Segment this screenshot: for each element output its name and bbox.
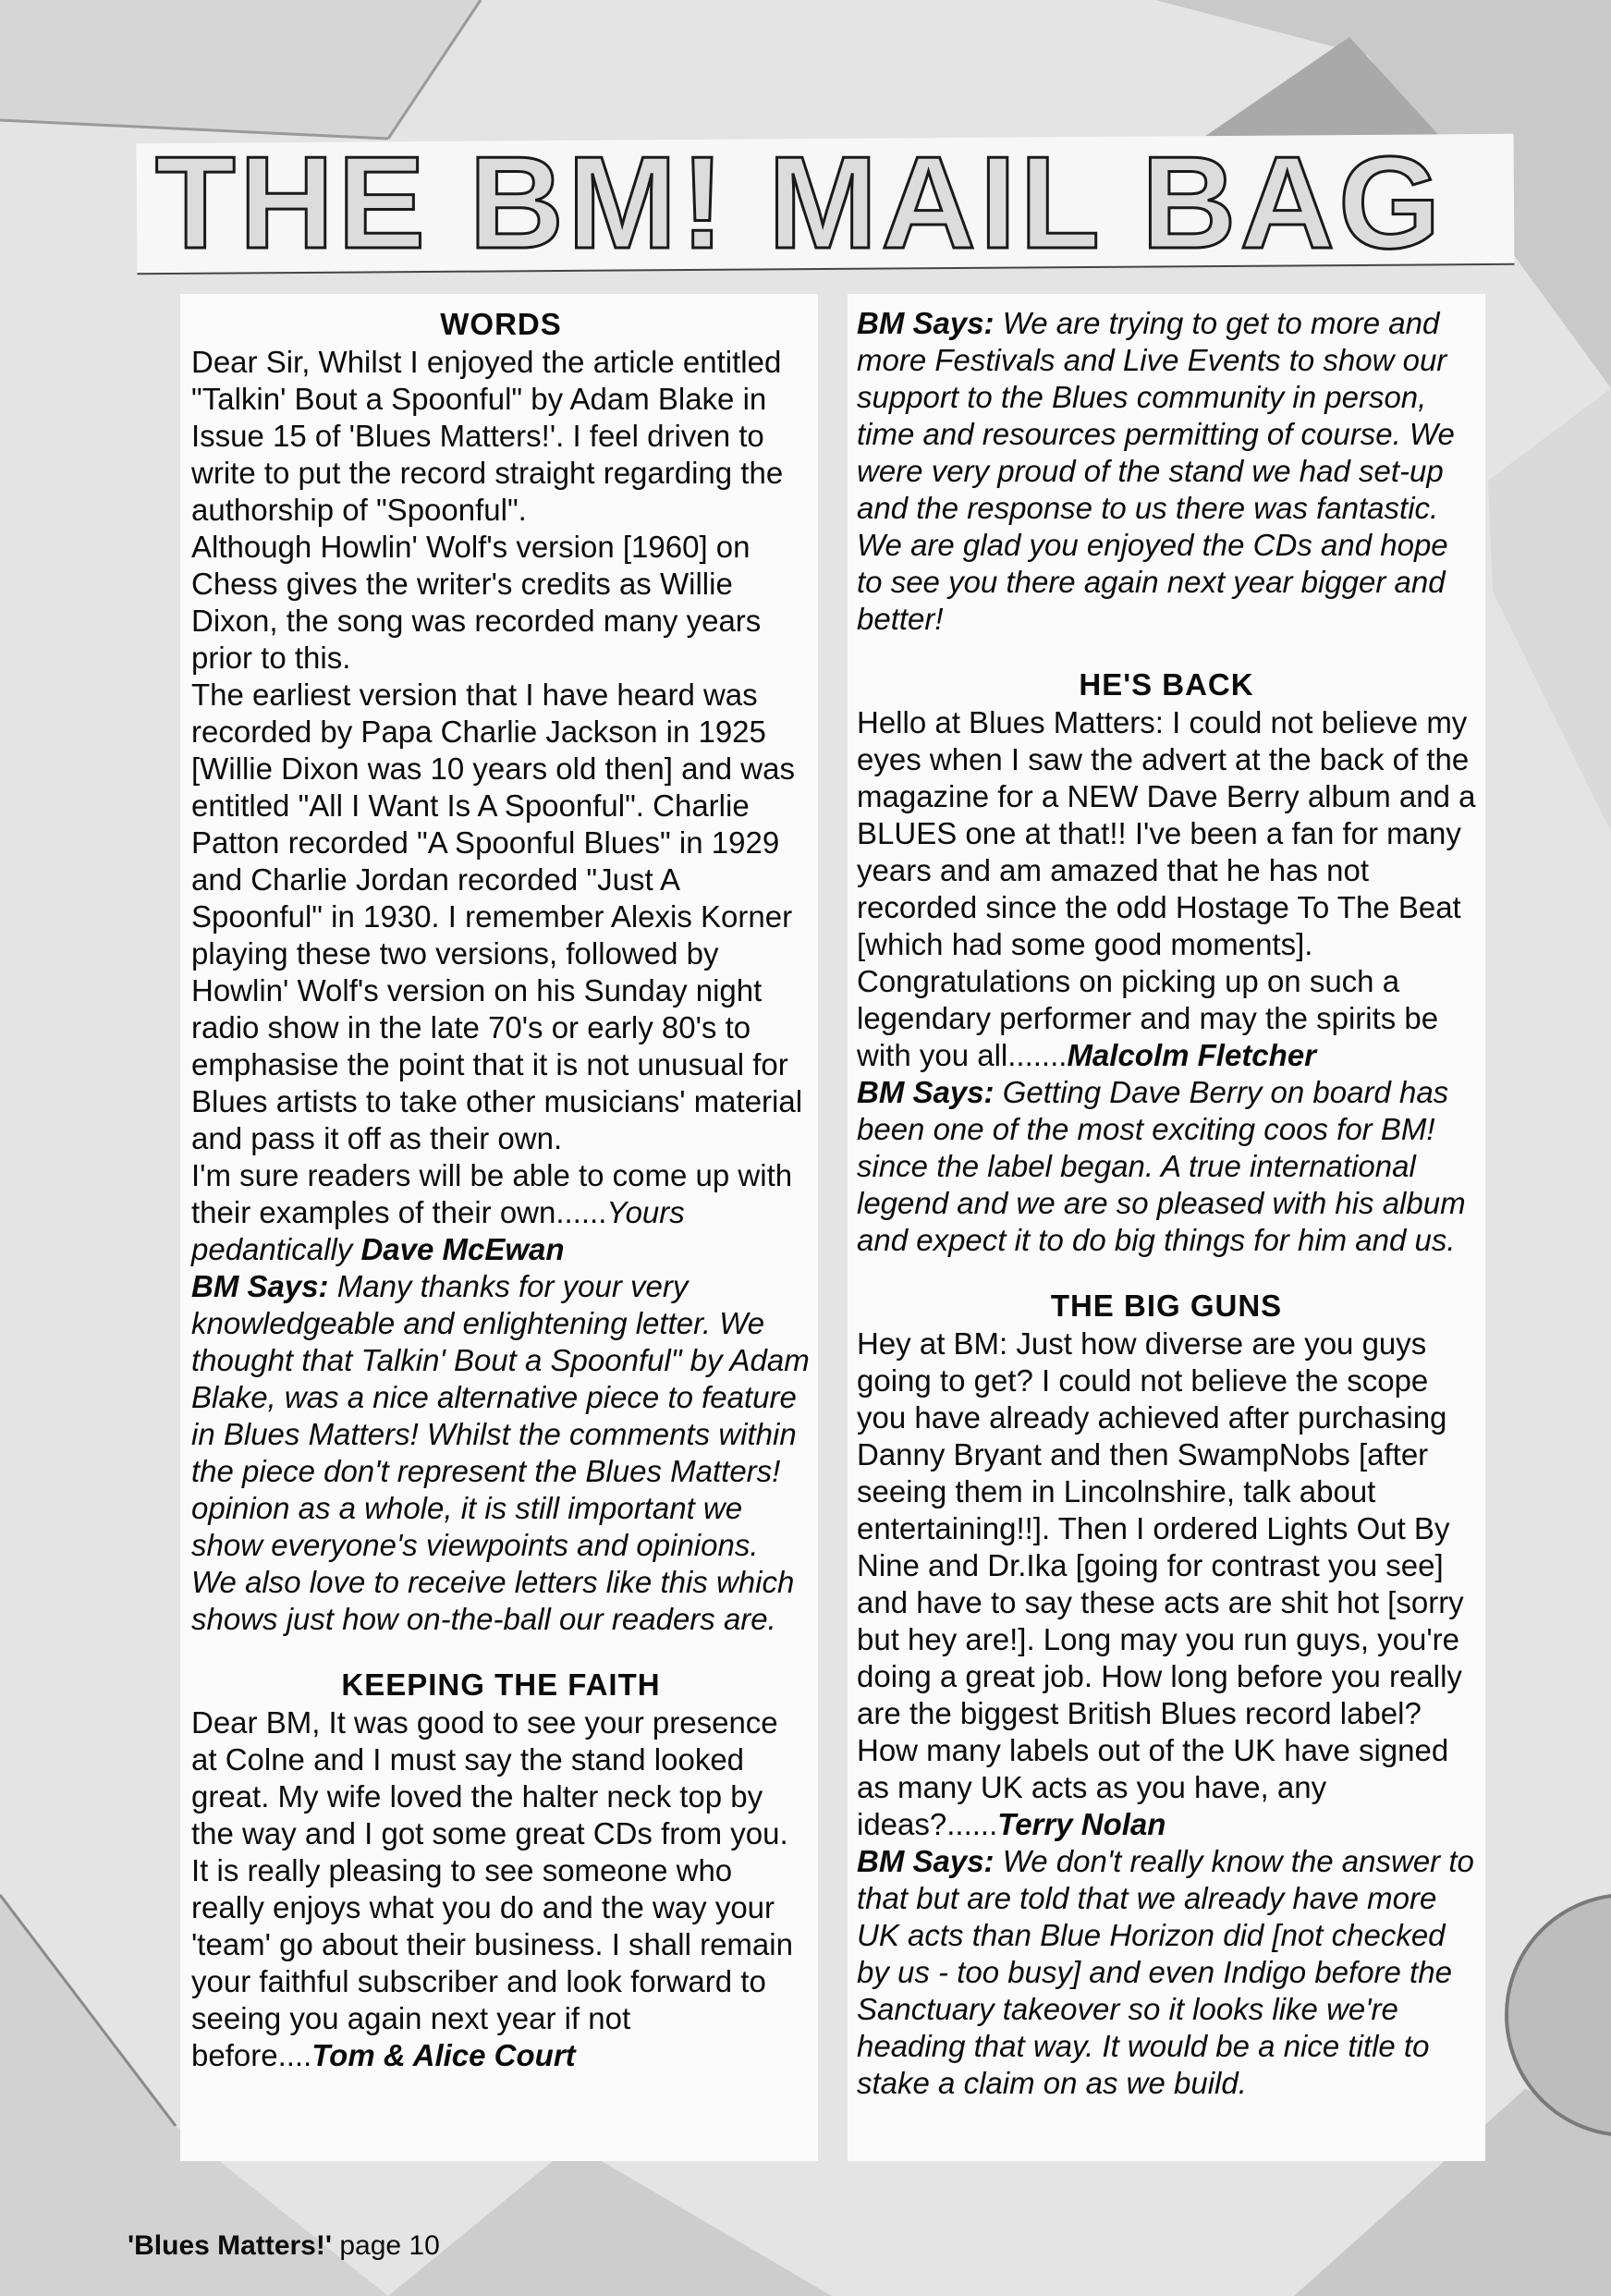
letter-paragraph [191, 1704, 811, 2074]
bm-reply [857, 305, 1476, 638]
bm-reply-text: Getting Dave Berry on board has been one of the most exciting coos for BM! since the label began. A true international legend and we are so pleased with his album and expect it to do big things for him and us. [857, 1075, 1466, 1257]
bm-reply-lead: BM Says: [857, 1844, 995, 1878]
letter-paragraph: Although Howlin' Wolf's version [1960] on Chess gives the writer's credits as Willie Dixon, the song was recorded many years prior to this. [191, 530, 762, 675]
letter-heading-keeping-the-faith: KEEPING THE FAITH [341, 1667, 661, 1702]
letter-paragraph [857, 704, 1476, 1074]
page-footer [128, 2226, 516, 2266]
letter-heading-hes-back: HE'S BACK [1079, 667, 1254, 702]
letter-heading-the-big-guns: THE BIG GUNS [1050, 1288, 1283, 1323]
bm-reply [191, 1268, 811, 1638]
letter-paragraph: The earliest version that I have heard was recorded by Papa Charlie Jackson in 1925 [Willie Dixon was 10 years old then] and was entitled "All I Want Is A Spoonful". Charlie Patton recorded "A Spoonful Blues" in 1929 and Charlie Jordan recorded "Just A Spoonful" in 1930. I remember Alexis Korner playing these two versions, followed by Howlin' Wolf's version on his Sunday night radio show in the late 70's or early 80's to emphasise the point that it is not unusual for Blues artists to take other musicians' material and pass it off as their own. [191, 678, 803, 1155]
footer-magazine-name: 'Blues Matters!' [128, 2230, 332, 2261]
bm-reply-lead: BM Says: [191, 1269, 329, 1303]
page-title: THE BM! MAIL BAG [155, 139, 1445, 268]
bm-reply-lead: BM Says: [857, 1075, 995, 1109]
bm-reply [857, 1074, 1476, 1259]
bm-reply-text: Many thanks for your very knowledgeable and enlightening letter. We thought that Talkin' Bout a Spoonful" by Adam Blake, was a nice alternative piece to feature in Blues Matters! Whilst the comments within the piece don't represent the Blues Matters! opinion as a whole, it is still important we show everyone's viewpoints and opinions. We also love to receive letters like this which shows just how on-the-ball our readers are. [191, 1269, 810, 1636]
letter-body: Hey at BM: Just how diverse are you guys going to get? I could not believe the scope you have already achieved after purchasing Danny Bryant and then SwampNobs [after seeing them in Lincolnshire, talk about entertaining!!]. Then I ordered Lights Out By Nine and Dr.Ika [going for contrast you see] and have to say these acts are shit hot [sorry but hey are!]. Long may you run guys, you're doing a great job. How long before you really are the biggest British Blues record label? How many labels out of the UK have signed as many UK acts as you have, any ideas?...... [857, 1326, 1464, 1841]
letter-body: Hello at Blues Matters: I could not believe my eyes when I saw the advert at the back of the magazine for a NEW Dave Berry album and a BLUES one at that!! I've been a fan for many years and am amazed that he has not recorded since the odd Hostage To The Beat [which had some good moments]. Congratulations on picking up on such a legendary performer and may the spirits be with you all....... [857, 705, 1476, 1072]
letter-heading-words: WORDS [440, 307, 562, 341]
letter-signature: Dave McEwan [360, 1232, 565, 1266]
bm-reply-lead: BM Says: [857, 306, 995, 340]
bm-reply-text: We are trying to get to more and more Festivals and Live Events to show our support to the Blues community in person, time and resources permitting of course. We were very proud of the stand we had set-up and the response to us there was fantastic. We are glad you enjoyed the CDs and hope to see you there again next year bigger and better! [857, 306, 1455, 636]
footer-page-number: page 10 [339, 2230, 440, 2261]
letter-signature: Malcolm Fletcher [1067, 1038, 1317, 1072]
letter-paragraph [857, 1325, 1476, 1843]
right-column [857, 305, 1476, 2102]
left-column [191, 305, 811, 2074]
bm-reply-text: We don't really know the answer to that but are told that we already have more UK acts than Blue Horizon did [not checked by us - too busy] and even Indigo before the Sanctuary takeover so it looks like we're heading that way. It would be a nice title to stake a claim on as we build. [857, 1844, 1474, 2100]
letter-closing-text: I'm sure readers will be able to come up with their examples of their own...... [191, 1158, 793, 1229]
letter-signature: Tom & Alice Court [311, 2038, 576, 2072]
letter-body: Dear BM, It was good to see your presence at Colne and I must say the stand looked great. My wife loved the halter neck top by the way and I got some great CDs from you. It is really pleasing to see someone who really enjoys what you do and the way your 'team' go about their business. I shall remain your faithful subscriber and look forward to seeing you again next year if not before.... [191, 1705, 793, 2072]
letter-signature: Terry Nolan [997, 1807, 1166, 1841]
bm-reply [857, 1843, 1476, 2102]
letter-paragraph: Dear Sir, Whilst I enjoyed the article entitled "Talkin' Bout a Spoonful" by Adam Blake in Issue 15 of 'Blues Matters!'. I feel driven to write to put the record straight regarding the authorship of "Spoonful". [191, 345, 784, 527]
letter-closing-italic: Yours pedantically [191, 1195, 685, 1266]
letter-closing [191, 1157, 811, 1268]
